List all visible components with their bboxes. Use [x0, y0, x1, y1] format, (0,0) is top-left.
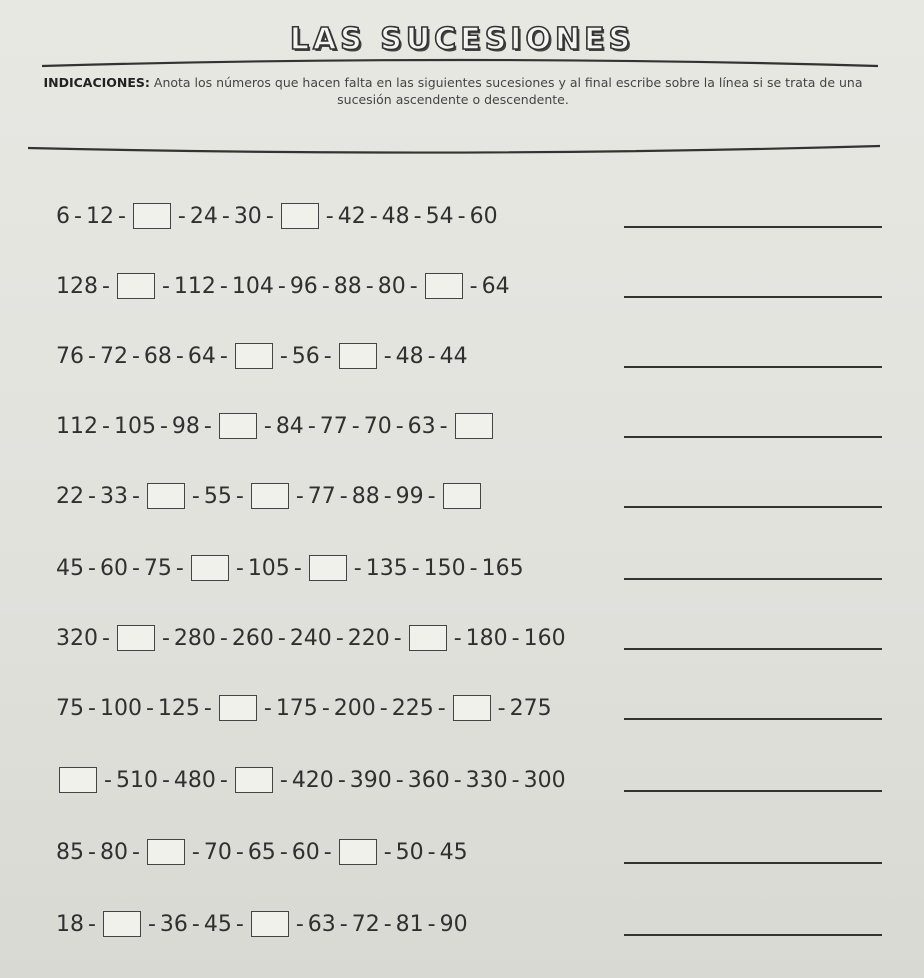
- answer-line[interactable]: [624, 648, 882, 650]
- missing-term-box[interactable]: [309, 555, 347, 581]
- term-separator: -: [131, 343, 140, 369]
- sequence-term: 390: [349, 767, 392, 793]
- term-separator: -: [383, 911, 392, 937]
- instructions-box: [28, 58, 880, 154]
- sequence-term: 36: [159, 911, 188, 937]
- term-separator: -: [102, 625, 110, 651]
- term-separator: -: [102, 413, 110, 439]
- term-separator: -: [175, 343, 184, 369]
- sequence-term: 76: [56, 343, 84, 369]
- term-separator: -: [147, 911, 156, 937]
- sequence-term: 63: [407, 413, 436, 439]
- sequence-term: 42: [337, 203, 366, 229]
- sequence-term: 420: [291, 767, 334, 793]
- term-separator: -: [337, 767, 346, 793]
- term-separator: -: [279, 343, 288, 369]
- sequence-terms: [56, 618, 566, 658]
- missing-term-box[interactable]: [117, 625, 155, 651]
- term-separator: -: [279, 839, 288, 865]
- sequence-term: 330: [465, 767, 508, 793]
- sequence-term: 48: [381, 203, 410, 229]
- term-separator: -: [469, 555, 478, 581]
- sequence-term: 240: [289, 625, 332, 651]
- missing-term-box[interactable]: [147, 839, 185, 865]
- instructions-body: Anota los números que hacen falta en las siguientes sucesiones y al final escribe sobre la línea si se trata de una sucesión ascendente o descendente.: [153, 75, 863, 107]
- term-separator: -: [437, 695, 446, 721]
- sequence-term: 72: [99, 343, 128, 369]
- term-separator: -: [295, 911, 304, 937]
- sequence-row: [0, 196, 924, 236]
- sequence-term: 68: [143, 343, 172, 369]
- term-separator: -: [175, 555, 184, 581]
- term-separator: -: [131, 483, 140, 509]
- sequence-term: 180: [465, 625, 508, 651]
- sequence-term: 84: [275, 413, 304, 439]
- sequence-term: 220: [347, 625, 390, 651]
- answer-line[interactable]: [624, 506, 882, 508]
- term-separator: -: [453, 625, 462, 651]
- missing-term-box[interactable]: [251, 483, 289, 509]
- term-separator: -: [511, 767, 520, 793]
- term-separator: -: [383, 839, 392, 865]
- term-separator: -: [263, 695, 272, 721]
- term-separator: -: [102, 273, 110, 299]
- term-separator: -: [393, 625, 402, 651]
- term-separator: -: [235, 839, 244, 865]
- sequence-term: 128: [56, 273, 98, 299]
- missing-term-box[interactable]: [409, 625, 447, 651]
- sequence-term: 55: [203, 483, 232, 509]
- sequence-term: 77: [319, 413, 348, 439]
- sequence-term: 65: [247, 839, 276, 865]
- sequence-term: 225: [391, 695, 434, 721]
- term-separator: -: [411, 555, 420, 581]
- term-separator: -: [161, 273, 170, 299]
- term-separator: -: [159, 413, 168, 439]
- term-separator: -: [457, 203, 466, 229]
- sequence-term: 125: [157, 695, 200, 721]
- missing-term-box[interactable]: [453, 695, 491, 721]
- term-separator: -: [353, 555, 362, 581]
- sequence-terms: [56, 832, 468, 872]
- sequence-term: 105: [247, 555, 290, 581]
- missing-term-box[interactable]: [339, 343, 377, 369]
- term-separator: -: [263, 413, 272, 439]
- sequence-term: 300: [523, 767, 566, 793]
- missing-term-box[interactable]: [133, 203, 171, 229]
- sequence-term: 12: [85, 203, 114, 229]
- sequence-term: 22: [56, 483, 84, 509]
- term-separator: -: [497, 695, 506, 721]
- term-separator: -: [427, 483, 436, 509]
- sequence-row: [0, 548, 924, 588]
- answer-line[interactable]: [624, 578, 882, 580]
- sequence-term: 98: [171, 413, 200, 439]
- sequence-term: 275: [509, 695, 552, 721]
- sequence-term: 280: [173, 625, 216, 651]
- missing-term-box[interactable]: [235, 767, 273, 793]
- sequence-term: 72: [351, 911, 380, 937]
- sequence-row: [0, 688, 924, 728]
- term-separator: -: [427, 343, 436, 369]
- sequence-term: 320: [56, 625, 98, 651]
- sequence-term: 44: [439, 343, 468, 369]
- sequence-term: 90: [439, 911, 468, 937]
- answer-line[interactable]: [624, 862, 882, 864]
- sequence-term: 6: [56, 203, 70, 229]
- sequence-row: [0, 476, 924, 516]
- missing-term-box[interactable]: [117, 273, 155, 299]
- sequence-term: 56: [291, 343, 320, 369]
- missing-term-box[interactable]: [219, 695, 257, 721]
- sequence-terms: [56, 196, 498, 236]
- sequence-term: 63: [307, 911, 336, 937]
- term-separator: -: [279, 767, 288, 793]
- term-separator: -: [235, 555, 244, 581]
- missing-term-box[interactable]: [103, 911, 141, 937]
- term-separator: -: [379, 695, 388, 721]
- sequence-term: 85: [56, 839, 84, 865]
- sequence-row: [0, 618, 924, 658]
- sequence-terms: [56, 406, 496, 446]
- term-separator: -: [191, 483, 200, 509]
- instructions-text: [38, 74, 868, 108]
- term-separator: -: [295, 483, 304, 509]
- term-separator: -: [104, 767, 112, 793]
- sequence-term: 80: [377, 273, 406, 299]
- sequence-terms: [56, 760, 566, 800]
- term-separator: -: [383, 343, 392, 369]
- sequence-row: [0, 760, 924, 800]
- sequence-term: 112: [173, 273, 216, 299]
- term-separator: -: [161, 625, 170, 651]
- term-separator: -: [511, 625, 520, 651]
- sequence-term: 480: [173, 767, 216, 793]
- term-separator: -: [427, 911, 436, 937]
- term-separator: -: [325, 203, 334, 229]
- term-separator: -: [88, 839, 96, 865]
- term-separator: -: [74, 203, 82, 229]
- term-separator: -: [323, 839, 332, 865]
- sequence-term: 33: [99, 483, 128, 509]
- sequence-term: 81: [395, 911, 424, 937]
- sequence-term: 60: [99, 555, 128, 581]
- page-title: LAS SUCESIONES: [289, 22, 635, 57]
- term-separator: -: [335, 625, 344, 651]
- term-separator: -: [219, 767, 228, 793]
- sequence-term: 88: [351, 483, 380, 509]
- term-separator: -: [88, 911, 96, 937]
- term-separator: -: [265, 203, 274, 229]
- instructions-label: INDICACIONES:: [43, 75, 150, 90]
- missing-term-box[interactable]: [339, 839, 377, 865]
- answer-line[interactable]: [624, 296, 882, 298]
- missing-term-box[interactable]: [59, 767, 97, 793]
- sequence-term: 70: [203, 839, 232, 865]
- term-separator: -: [383, 483, 392, 509]
- term-separator: -: [409, 273, 418, 299]
- term-separator: -: [323, 343, 332, 369]
- term-separator: -: [177, 203, 186, 229]
- term-separator: -: [293, 555, 302, 581]
- term-separator: -: [307, 413, 316, 439]
- sequence-term: 45: [439, 839, 468, 865]
- sequence-term: 64: [187, 343, 216, 369]
- term-separator: -: [321, 273, 330, 299]
- term-separator: -: [203, 695, 212, 721]
- sequence-term: 150: [423, 555, 466, 581]
- sequence-term: 45: [203, 911, 232, 937]
- sequence-term: 30: [233, 203, 262, 229]
- sequence-term: 104: [231, 273, 274, 299]
- term-separator: -: [161, 767, 170, 793]
- term-separator: -: [321, 695, 330, 721]
- term-separator: -: [219, 625, 228, 651]
- missing-term-box[interactable]: [425, 273, 463, 299]
- sequence-row: [0, 336, 924, 376]
- sequence-term: 510: [115, 767, 158, 793]
- missing-term-box[interactable]: [219, 413, 257, 439]
- term-separator: -: [439, 413, 448, 439]
- missing-term-box[interactable]: [281, 203, 319, 229]
- sequence-term: 88: [333, 273, 362, 299]
- sequence-term: 48: [395, 343, 424, 369]
- sequence-terms: [56, 336, 468, 376]
- term-separator: -: [221, 203, 230, 229]
- term-separator: -: [203, 413, 212, 439]
- term-separator: -: [365, 273, 374, 299]
- term-separator: -: [453, 767, 462, 793]
- answer-line[interactable]: [624, 436, 882, 438]
- term-separator: -: [277, 273, 286, 299]
- sequence-term: 96: [289, 273, 318, 299]
- missing-term-box[interactable]: [235, 343, 273, 369]
- sequence-term: 45: [56, 555, 84, 581]
- term-separator: -: [339, 911, 348, 937]
- sequence-term: 200: [333, 695, 376, 721]
- sequence-row: [0, 406, 924, 446]
- answer-line[interactable]: [624, 934, 882, 936]
- sequence-term: 160: [523, 625, 566, 651]
- sequence-terms: [56, 476, 484, 516]
- sequence-term: 105: [113, 413, 156, 439]
- sequence-term: 77: [307, 483, 336, 509]
- sequence-term: 135: [365, 555, 408, 581]
- sequence-term: 80: [99, 839, 128, 865]
- sequence-row: [0, 904, 924, 944]
- term-separator: -: [235, 483, 244, 509]
- term-separator: -: [88, 555, 96, 581]
- sequence-term: 75: [143, 555, 172, 581]
- missing-term-box[interactable]: [455, 413, 493, 439]
- term-separator: -: [219, 273, 228, 299]
- sequence-terms: [56, 904, 468, 944]
- missing-term-box[interactable]: [147, 483, 185, 509]
- term-separator: -: [88, 343, 96, 369]
- answer-line[interactable]: [624, 718, 882, 720]
- missing-term-box[interactable]: [443, 483, 481, 509]
- sequence-term: 112: [56, 413, 98, 439]
- sequence-terms: [56, 688, 552, 728]
- term-separator: -: [117, 203, 126, 229]
- sequence-terms: [56, 548, 524, 588]
- sequence-term: 54: [425, 203, 454, 229]
- sequence-term: 18: [56, 911, 84, 937]
- missing-term-box[interactable]: [191, 555, 229, 581]
- sequence-term: 70: [363, 413, 392, 439]
- sequence-term: 50: [395, 839, 424, 865]
- sequence-term: 60: [469, 203, 498, 229]
- sequence-terms: [56, 266, 510, 306]
- sequence-row: [0, 832, 924, 872]
- answer-line[interactable]: [624, 366, 882, 368]
- answer-line[interactable]: [624, 226, 882, 228]
- sequence-term: 260: [231, 625, 274, 651]
- sequence-row: [0, 266, 924, 306]
- term-separator: -: [145, 695, 154, 721]
- term-separator: -: [277, 625, 286, 651]
- term-separator: -: [395, 413, 404, 439]
- term-separator: -: [395, 767, 404, 793]
- sequence-term: 24: [189, 203, 218, 229]
- term-separator: -: [88, 695, 96, 721]
- term-separator: -: [469, 273, 478, 299]
- term-separator: -: [369, 203, 378, 229]
- term-separator: -: [351, 413, 360, 439]
- term-separator: -: [191, 911, 200, 937]
- sequence-term: 64: [481, 273, 510, 299]
- term-separator: -: [339, 483, 348, 509]
- sequence-term: 100: [99, 695, 142, 721]
- term-separator: -: [88, 483, 96, 509]
- missing-term-box[interactable]: [251, 911, 289, 937]
- sequence-term: 99: [395, 483, 424, 509]
- sequence-term: 175: [275, 695, 318, 721]
- term-separator: -: [131, 555, 140, 581]
- term-separator: -: [235, 911, 244, 937]
- sequence-term: 60: [291, 839, 320, 865]
- term-separator: -: [131, 839, 140, 865]
- sequence-term: 165: [481, 555, 524, 581]
- term-separator: -: [427, 839, 436, 865]
- sequence-term: 360: [407, 767, 450, 793]
- sequence-term: 75: [56, 695, 84, 721]
- term-separator: -: [219, 343, 228, 369]
- term-separator: -: [191, 839, 200, 865]
- answer-line[interactable]: [624, 790, 882, 792]
- term-separator: -: [413, 203, 422, 229]
